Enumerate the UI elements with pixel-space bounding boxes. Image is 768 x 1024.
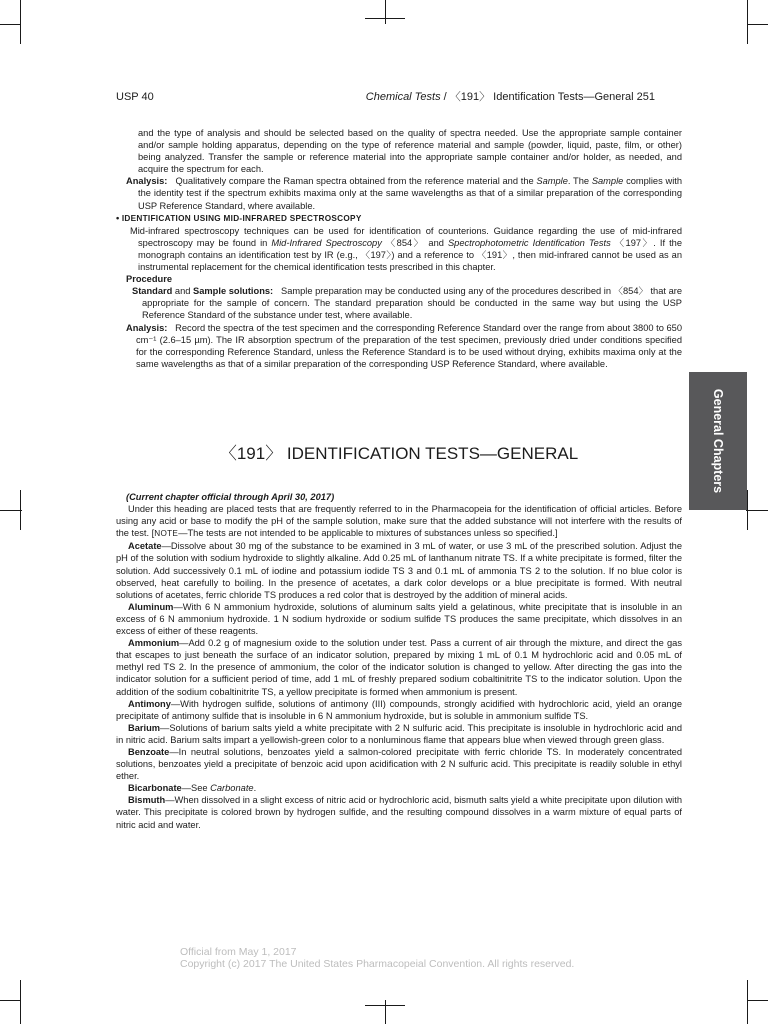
raman-analysis-label: Analysis:	[126, 176, 168, 187]
entry-tail: .	[253, 783, 257, 794]
entry-term: Ammonium	[128, 638, 180, 649]
entry-text: —Add 0.2 g of magnesium oxide to the solution under test. Pass a current of air through the mixture, and direct the gas that escapes to just beneath the surface of an indicator solution, prepared by mixing 1 mL of 0.1 M hydrochloric acid and 0.05 mL of methyl red TS 2. In the presence of ammonium, the color of the indicator solution is changed to yellow. After directing the gas into the indicator solution for a sufficient period of time, add 1 mL of freshly prepared sodium cobaltinitrite TS to the indicator solution. Upon the addition of the sodium cobaltinitrite TS, a yellow precipitate is formed when ammonium is present.	[116, 638, 682, 697]
official-note: (Current chapter official through April 30, 2017)	[126, 492, 335, 502]
running-header-right	[366, 91, 655, 103]
side-tab-label: General Chapters	[711, 388, 726, 494]
crop-mark	[748, 1000, 768, 1001]
test-entry	[116, 698, 682, 722]
entry-text: —See	[181, 783, 211, 794]
midir-analysis: Analysis: Record the spectra of the test specimen and the corresponding Reference Standard over the range from about 3800 to 650 cm⁻¹ (2.6–15 µm). The IR absorption spectrum of the preparation of the test specimen, previously dried under conditions specified for the corresponding Reference Standard, unless the Reference Standard is to be used without drying, exhibits maxima only at the same wavelengths as that of a similar preparation of the corresponding USP Reference Standard, where available.	[126, 322, 683, 369]
standard-sample-solutions: Standard and Sample solutions: Sample preparation may be conducted using any of the procedures described in 〈854〉 that are appropriate for the sample of concern. The standard preparation should be conducted in the same way but using the USP Reference Standard of the substance under test, where available.	[132, 286, 683, 321]
header-chapter-label: Chemical Tests	[365, 91, 441, 103]
crop-mark	[747, 0, 748, 44]
crop-mark	[0, 1000, 20, 1001]
entry-term: Bicarbonate	[128, 783, 182, 794]
running-header-left: USP 40	[116, 91, 154, 103]
crop-mark	[747, 980, 748, 1024]
entry-term: Bismuth	[128, 795, 166, 806]
test-entry	[116, 746, 682, 782]
entry-text: —When dissolved in a slight excess of nitric acid or hydrochloric acid, bismuth salts yield a white precipitate upon dilution with water. This precipitate is colored brown by hydrogen sulfide, and the resulting compound dissolves in a warm mixture of equal parts of nitric acid and water.	[116, 795, 682, 830]
test-entry	[116, 722, 682, 746]
entry-text: —In neutral solutions, benzoates yield a salmon-colored precipitate with ferric chloride TS. In moderately concentrated solutions, benzoates yield a precipitate of benzoic acid upon acidification with 2 N sulfuric acid. This precipitate is readily soluble in ethyl ether.	[116, 746, 682, 782]
entry-text: —Dissolve about 30 mg of the substance to be examined in 3 mL of water, or use 3 mL of the prescribed solution. Adjust the pH of the solution with sodium hydroxide to slightly alkaline. Add 0.25 mL of lanthanum nitrate TS. If a white precipitate is formed, filter the solution. Add successively 0.1 mL of iodine and potassium iodide TS 3 and 0.1 mL of ammonia TS 2 to the solution. If no blue color is observed, heat carefully to boiling. In the presence of acetates, a dark color develops or a blue precipitate is formed. With neutral solutions of acetates, ferric chloride TS produces a red color that is destroyed by the addition of mineral acids.	[116, 541, 682, 600]
crop-mark	[385, 1000, 386, 1024]
crop-mark	[0, 24, 20, 25]
crop-mark	[385, 0, 386, 24]
test-entry	[116, 601, 682, 637]
test-entry	[116, 637, 682, 697]
header-chapter-title: / 〈191〉 Identification Tests—General 251	[440, 91, 655, 103]
procedure-label: Procedure	[126, 274, 172, 285]
chapter-title: 〈191〉 IDENTIFICATION TESTS—GENERAL	[219, 444, 579, 463]
crop-mark	[747, 490, 748, 530]
crop-mark	[20, 490, 21, 530]
upper-content	[116, 127, 682, 370]
entry-reference: Carbonate	[210, 783, 254, 794]
crop-mark	[0, 510, 22, 511]
test-entry	[116, 540, 682, 600]
test-entry	[116, 782, 682, 794]
general-chapters-tab	[689, 372, 747, 510]
chapter-body	[116, 491, 682, 831]
entry-term: Benzoate	[128, 746, 170, 757]
entry-text: —Solutions of barium salts yield a white precipitate with 2 N sulfuric acid. This precipitate is insoluble in hydrochloric acid and in nitric acid. Barium salts impart a yellowish-green color to a nonluminous flame that appears blue when viewed through green glass.	[116, 722, 682, 745]
crop-mark	[20, 980, 21, 1024]
crop-mark	[748, 24, 768, 25]
crop-mark	[20, 0, 21, 44]
test-entry	[116, 794, 682, 830]
entry-term: Antimony	[128, 698, 171, 709]
entries-list	[116, 540, 682, 830]
footer-official-date: Official from May 1, 2017	[180, 946, 297, 958]
entry-text: —With hydrogen sulfide, solutions of antimony (III) compounds, strongly acidified with hydrochloric acid, yield an orange precipitate of antimony sulfide that is insoluble in 6 N ammonium hydroxide, but is soluble in ammonium sulfide TS.	[116, 698, 682, 721]
raman-analysis: Analysis: Qualitatively compare the Raman spectra obtained from the reference material and the Sample. The Sample complies with the identity test if the spectrum exhibits maxima only at the same wavelengths as that of a similar preparation of the corresponding USP Reference Standard, where available.	[126, 176, 683, 211]
entry-term: Aluminum	[128, 601, 174, 612]
footer-copyright: Copyright (c) 2017 The United States Pharmacopeial Convention. All rights reserved.	[180, 957, 575, 970]
midir-intro: Mid-infrared spectroscopy techniques can be used for identification of counterions. Guidance regarding the use of mid-infrared spectroscopy may be found in Mid-Infrared Spectroscopy 〈854〉 and Spectrophotometric Identification Tests 〈197〉. If the monograph contains an identification test by IR (e.g., 〈197〉) and a reference to 〈191〉, then mid-infrared cannot be used as an instrumental replacement for the chemical identification tests prescribed in this chapter.	[130, 225, 682, 273]
footer	[180, 947, 574, 970]
raman-continuation: and the type of analysis and should be selected based on the quality of spectra needed. Use the appropriate sample container and/or sample holding apparatus, depending on the type of reference material and sample (powder, liquid, paste, film, or other) being analyzed. Transfer the sample or reference material into the appropriate sample container and/or holder, as needed, and acquire the spectrum for each.	[138, 128, 682, 175]
midir-heading-text: IDENTIFICATION USING MID-INFRARED SPECTROSCOPY	[121, 213, 362, 223]
bullet: •	[116, 212, 120, 223]
intro-paragraph: Under this heading are placed tests that are frequently referred to in the Pharmacopeia for the identification of official articles. Before using any acid or base to modify the pH of the sample solution, make sure that the added substance will not interfere with the results of the test. [NOTE—The tests are not intended to be applicable to mixtures of substances unless so specified.]	[116, 504, 682, 539]
crop-mark	[365, 1005, 405, 1006]
crop-mark	[746, 510, 768, 511]
entry-text: —With 6 N ammonium hydroxide, solutions of aluminum salts yield a gelatinous, white precipitate that is insoluble in an excess of 6 N ammonium hydroxide. 1 N sodium hydroxide or sodium sulfide TS produces the same precipitate, which dissolves in an excess of either of these reagents.	[116, 601, 682, 637]
entry-term: Barium	[128, 722, 161, 733]
note-label: NOTE	[154, 529, 179, 539]
midir-heading	[116, 212, 682, 225]
crop-mark	[365, 18, 405, 19]
entry-term: Acetate	[128, 541, 162, 552]
